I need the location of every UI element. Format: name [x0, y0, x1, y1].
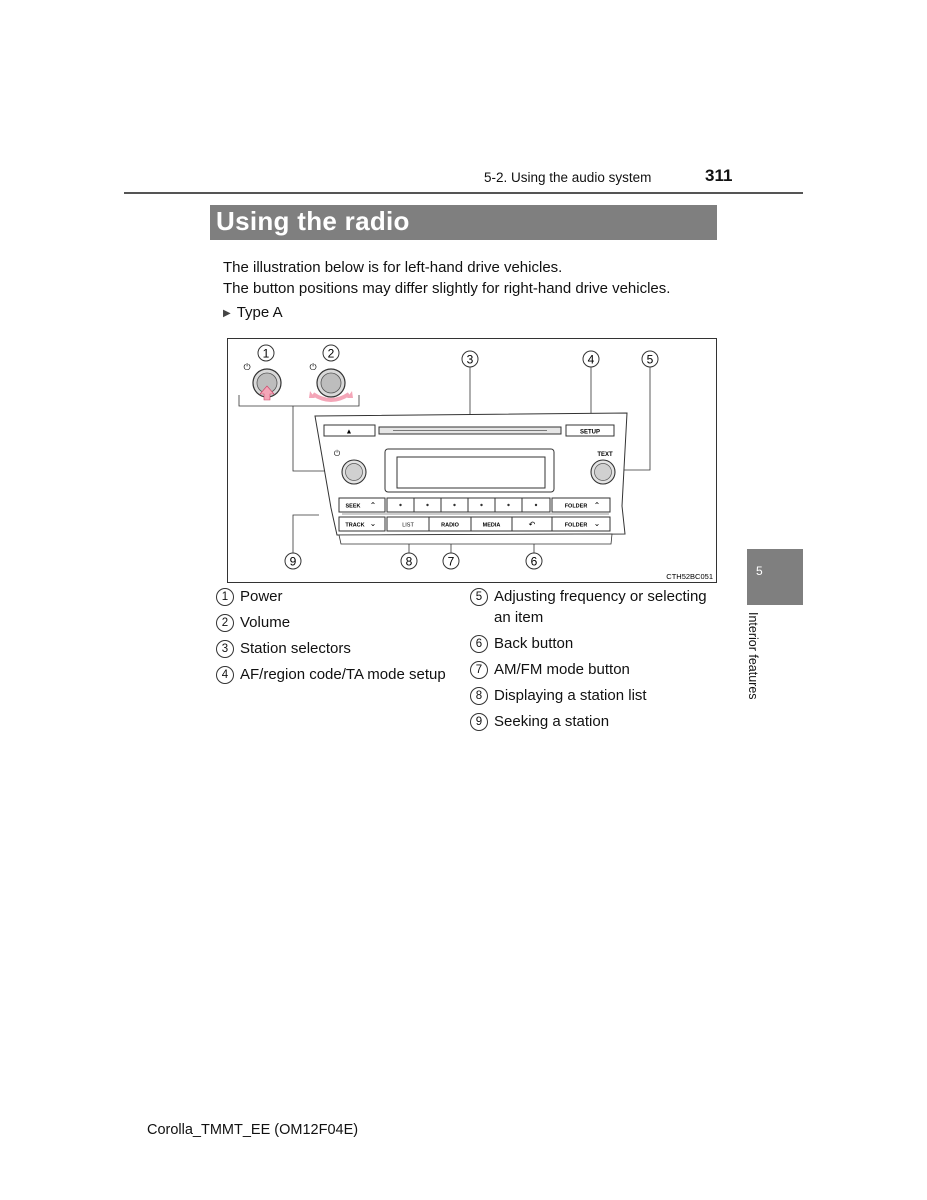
svg-text:9: 9	[289, 554, 297, 569]
head-unit	[315, 413, 627, 544]
legend-item-8	[470, 685, 710, 706]
legend-num-8: 8	[470, 687, 488, 705]
svg-text:SEEK: SEEK	[345, 503, 361, 510]
legend-num-5: 5	[470, 588, 488, 606]
legend-item-3	[216, 638, 456, 659]
svg-text:2: 2	[327, 346, 335, 361]
header-section-title: 5-2. Using the audio system	[484, 170, 652, 185]
svg-text:TRACK: TRACK	[345, 522, 365, 529]
legend-num-7: 7	[470, 661, 488, 679]
legend-num-2: 2	[216, 614, 234, 632]
svg-text:↶: ↶	[528, 520, 536, 529]
chapter-tab	[747, 549, 803, 605]
legend-item-7	[470, 659, 710, 680]
callout-8	[401, 553, 417, 569]
intro-line-2: The button positions may differ slightly for right-hand drive vehicles.	[223, 280, 671, 297]
chapter-title: Interior features	[746, 612, 760, 700]
triangle-bullet-icon: ▶	[223, 308, 231, 319]
legend-text-7: AM/FM mode button	[494, 661, 630, 678]
legend-text-1: Power	[240, 588, 283, 605]
legend-text-4: AF/region code/TA mode setup	[240, 666, 446, 683]
callout-4	[583, 351, 599, 367]
svg-text:MEDIA: MEDIA	[482, 522, 501, 529]
svg-text:4: 4	[587, 352, 595, 367]
svg-text:⌄: ⌄	[369, 519, 377, 528]
callout-5	[642, 351, 658, 367]
legend-item-5	[470, 586, 710, 628]
callout-1	[258, 345, 274, 361]
legend-num-6: 6	[470, 635, 488, 653]
legend-text-6: Back button	[494, 635, 574, 652]
legend-text-3: Station selectors	[240, 640, 351, 657]
legend-text-5: Adjusting frequency or selecting an item	[494, 588, 707, 626]
footer-doc-id: Corolla_TMMT_EE (OM12F04E)	[147, 1122, 359, 1138]
legend-item-1	[216, 586, 456, 607]
title-bar	[210, 205, 717, 240]
legend-num-4: 4	[216, 666, 234, 684]
intro-line-1: The illustration below is for left-hand drive vehicles.	[223, 259, 563, 276]
radio-illustration	[227, 338, 717, 583]
svg-text:3: 3	[466, 352, 474, 367]
svg-text:⌃: ⌃	[593, 501, 601, 510]
legend-num-9: 9	[470, 713, 488, 731]
legend-num-1: 1	[216, 588, 234, 606]
svg-text:▲: ▲	[345, 428, 353, 436]
legend-text-9: Seeking a station	[494, 713, 610, 730]
callout-3	[462, 351, 478, 367]
svg-text:6: 6	[530, 554, 538, 569]
chapter-number: 5	[756, 564, 763, 578]
legend-item-2	[216, 612, 456, 633]
svg-text:FOLDER: FOLDER	[564, 503, 588, 510]
header-rule	[124, 192, 803, 194]
svg-text:5: 5	[646, 352, 654, 367]
svg-text:⏻: ⏻	[333, 449, 341, 458]
callout-2	[323, 345, 339, 361]
page-title: Using the radio	[216, 206, 410, 236]
legend-item-4	[216, 664, 456, 685]
svg-text:TEXT: TEXT	[597, 452, 613, 458]
svg-text:SETUP: SETUP	[579, 429, 601, 436]
svg-text:1: 1	[262, 346, 270, 361]
page-number: 311	[705, 166, 733, 185]
svg-text:⌃: ⌃	[369, 501, 377, 510]
legend-item-9	[470, 711, 710, 732]
callout-9	[285, 553, 301, 569]
svg-text:FOLDER: FOLDER	[564, 522, 588, 529]
legend-text-2: Volume	[240, 614, 291, 631]
svg-text:⏻: ⏻	[243, 362, 251, 372]
callout-6	[526, 553, 542, 569]
svg-text:RADIO: RADIO	[441, 522, 459, 529]
svg-text:⌄: ⌄	[593, 519, 601, 528]
type-label-text: Type A	[236, 304, 283, 321]
legend-item-6	[470, 633, 710, 654]
legend-num-3: 3	[216, 640, 234, 658]
intro-text	[223, 257, 670, 299]
callout-7	[443, 553, 459, 569]
type-label	[223, 304, 283, 321]
svg-text:⏻: ⏻	[309, 362, 317, 372]
legend-text-8: Displaying a station list	[494, 687, 647, 704]
svg-text:7: 7	[447, 554, 455, 569]
svg-text:LIST: LIST	[402, 522, 414, 529]
figure-code: CTH52BC051	[666, 572, 713, 581]
svg-text:8: 8	[405, 554, 413, 569]
